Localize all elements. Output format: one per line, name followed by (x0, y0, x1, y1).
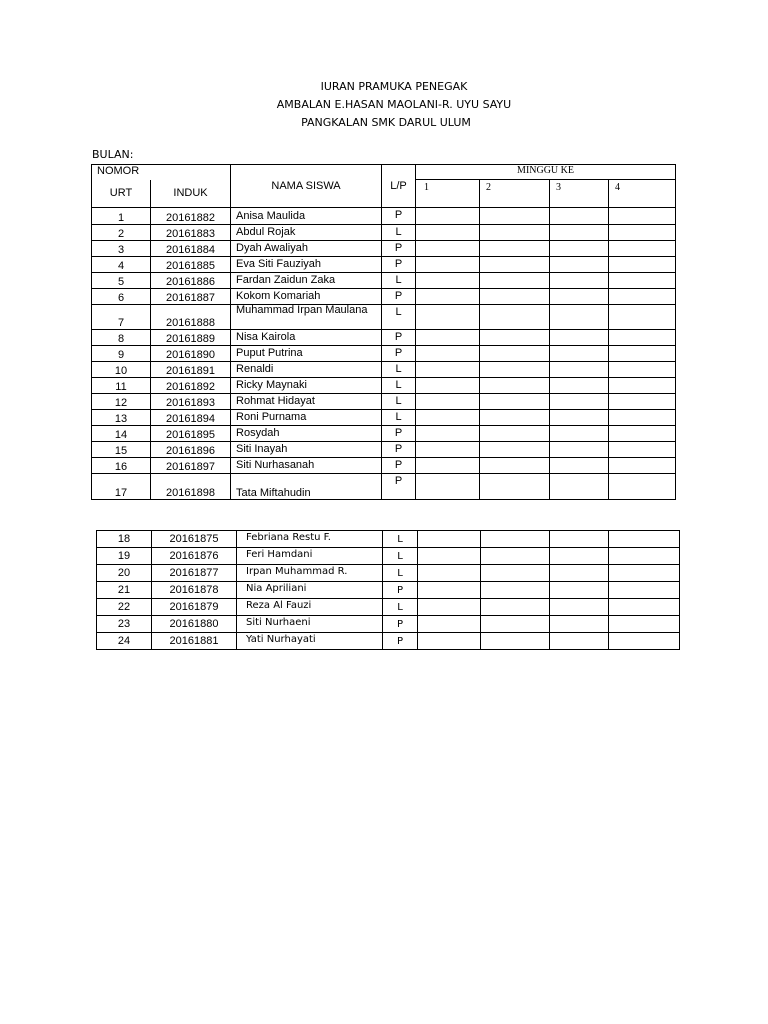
table-row (92, 378, 676, 394)
urt-cell: 3 (92, 241, 151, 257)
lp-cell: P (382, 346, 416, 362)
week-4-cell (609, 582, 680, 599)
induk-cell: 20161882 (151, 208, 231, 225)
urt-cell: 9 (92, 346, 151, 362)
week-1-cell (416, 225, 480, 241)
week-4-cell (609, 599, 680, 616)
lp-cell: L (382, 394, 416, 410)
lp-cell: P (382, 289, 416, 305)
lp-cell: P (382, 208, 416, 225)
nama-cell: Feri Hamdani (237, 548, 383, 565)
induk-cell: 20161894 (151, 410, 231, 426)
week-4-cell (609, 474, 676, 500)
table-row (92, 346, 676, 362)
induk-cell: 20161887 (151, 289, 231, 305)
induk-cell: 20161895 (151, 426, 231, 442)
title-line-1: IURAN PRAMUKA PENEGAK (320, 80, 468, 93)
week-4-cell (609, 394, 676, 410)
induk-cell: 20161878 (152, 582, 237, 599)
urt-cell: 13 (92, 410, 151, 426)
nama-cell: Irpan Muhammad R. (237, 565, 383, 582)
lp-cell: P (382, 257, 416, 273)
induk-cell: 20161877 (152, 565, 237, 582)
lp-cell: P (382, 442, 416, 458)
week-3-cell (550, 305, 609, 330)
week-3-cell (550, 633, 609, 650)
week-2-cell (480, 257, 550, 273)
week-2-cell (481, 548, 550, 565)
week-3-cell (550, 599, 609, 616)
induk-cell: 20161888 (151, 305, 231, 330)
week-4-cell (609, 531, 680, 548)
urt-cell: 15 (92, 442, 151, 458)
week-1-cell (416, 257, 480, 273)
lp-cell: L (382, 305, 416, 330)
lp-cell: P (382, 330, 416, 346)
table-row (97, 531, 680, 548)
week-3-cell (550, 330, 609, 346)
table-row (92, 241, 676, 257)
table-row (92, 362, 676, 378)
table-row (97, 599, 680, 616)
week-2-cell (481, 616, 550, 633)
nama-cell: Siti Inayah (231, 442, 382, 458)
nama-cell: Rosydah (231, 426, 382, 442)
nama-cell: Febriana Restu F. (237, 531, 383, 548)
lp-cell: P (382, 474, 416, 500)
week-2-cell (480, 442, 550, 458)
week-2-cell (481, 599, 550, 616)
week-3-cell (550, 378, 609, 394)
week-2-header: 2 (480, 180, 550, 208)
week-4-cell (609, 273, 676, 289)
week-3-cell (550, 289, 609, 305)
week-1-cell (418, 582, 481, 599)
table-row (97, 582, 680, 599)
urt-header: URT (92, 180, 151, 208)
table-row (92, 394, 676, 410)
induk-cell: 20161876 (152, 548, 237, 565)
week-1-cell (416, 394, 480, 410)
lp-cell: L (383, 599, 418, 616)
week-4-header: 4 (609, 180, 676, 208)
nama-cell: Puput Putrina (231, 346, 382, 362)
table-row (97, 633, 680, 650)
nama-cell: Reza Al Fauzi (237, 599, 383, 616)
induk-cell: 20161879 (152, 599, 237, 616)
nama-cell: Yati Nurhayati (237, 633, 383, 650)
minggu-ke-header: MINGGU KE (416, 165, 676, 180)
week-1-cell (416, 458, 480, 474)
induk-cell: 20161893 (151, 394, 231, 410)
week-2-cell (481, 582, 550, 599)
induk-cell: 20161898 (151, 474, 231, 500)
induk-cell: 20161891 (151, 362, 231, 378)
urt-cell: 5 (92, 273, 151, 289)
induk-cell: 20161897 (151, 458, 231, 474)
week-1-cell (418, 616, 481, 633)
urt-cell: 22 (97, 599, 152, 616)
week-3-cell (550, 474, 609, 500)
table-row (92, 458, 676, 474)
table-row (92, 289, 676, 305)
week-2-cell (480, 273, 550, 289)
attendance-table-part-2 (96, 530, 680, 650)
week-2-cell (481, 531, 550, 548)
title-line-3: PANGKALAN SMK DARUL ULUM (301, 116, 471, 129)
nama-cell: Siti Nurhasanah (231, 458, 382, 474)
week-1-cell (416, 208, 480, 225)
week-1-cell (416, 241, 480, 257)
week-1-cell (416, 378, 480, 394)
week-1-cell (418, 548, 481, 565)
attendance-table-part-1 (91, 164, 676, 500)
urt-cell: 20 (97, 565, 152, 582)
table-row (92, 410, 676, 426)
week-1-header: 1 (416, 180, 480, 208)
nama-cell: Kokom Komariah (231, 289, 382, 305)
week-3-cell (550, 426, 609, 442)
week-3-cell (550, 582, 609, 599)
week-4-cell (609, 330, 676, 346)
week-2-cell (480, 362, 550, 378)
week-4-cell (609, 426, 676, 442)
week-4-cell (609, 257, 676, 273)
week-4-cell (609, 378, 676, 394)
induk-cell: 20161889 (151, 330, 231, 346)
lp-cell: L (382, 378, 416, 394)
table-row (97, 548, 680, 565)
table-row (92, 257, 676, 273)
lp-cell: L (382, 362, 416, 378)
urt-cell: 11 (92, 378, 151, 394)
week-3-cell (550, 346, 609, 362)
urt-cell: 10 (92, 362, 151, 378)
week-1-cell (416, 273, 480, 289)
week-1-cell (418, 599, 481, 616)
week-3-cell (550, 616, 609, 633)
urt-cell: 23 (97, 616, 152, 633)
week-2-cell (480, 330, 550, 346)
urt-cell: 17 (92, 474, 151, 500)
week-2-cell (480, 289, 550, 305)
week-1-cell (416, 330, 480, 346)
week-2-cell (480, 241, 550, 257)
urt-cell: 21 (97, 582, 152, 599)
week-1-cell (416, 410, 480, 426)
week-2-cell (480, 305, 550, 330)
nama-siswa-header: NAMA SISWA (231, 165, 382, 208)
lp-cell: L (382, 273, 416, 289)
week-1-cell (418, 633, 481, 650)
week-4-cell (609, 633, 680, 650)
week-4-cell (609, 442, 676, 458)
lp-cell: P (383, 616, 418, 633)
induk-cell: 20161886 (151, 273, 231, 289)
week-1-cell (416, 346, 480, 362)
induk-cell: 20161890 (151, 346, 231, 362)
nama-cell: Muhammad Irpan Maulana (231, 305, 382, 330)
week-2-cell (480, 426, 550, 442)
week-2-cell (481, 565, 550, 582)
urt-cell: 7 (92, 305, 151, 330)
title-line-2: AMBALAN E.HASAN MAOLANI-R. UYU SAYU (276, 98, 512, 111)
urt-cell: 4 (92, 257, 151, 273)
week-3-cell (550, 225, 609, 241)
nama-cell: Siti Nurhaeni (237, 616, 383, 633)
urt-cell: 8 (92, 330, 151, 346)
nama-cell: Rohmat Hidayat (231, 394, 382, 410)
week-4-cell (609, 565, 680, 582)
week-3-cell (550, 394, 609, 410)
nama-cell: Roni Purnama (231, 410, 382, 426)
week-1-cell (416, 474, 480, 500)
bulan-label: BULAN: (92, 148, 134, 161)
week-3-cell (550, 208, 609, 225)
induk-cell: 20161875 (152, 531, 237, 548)
week-1-cell (416, 289, 480, 305)
nama-cell: Nisa Kairola (231, 330, 382, 346)
week-2-cell (480, 208, 550, 225)
lp-header: L/P (382, 165, 416, 208)
induk-cell: 20161880 (152, 616, 237, 633)
week-3-cell (550, 442, 609, 458)
nama-cell: Tata Miftahudin (231, 474, 382, 500)
table-row (92, 474, 676, 500)
lp-cell: P (382, 426, 416, 442)
week-2-cell (480, 410, 550, 426)
week-3-cell (550, 548, 609, 565)
week-4-cell (609, 346, 676, 362)
table-row (92, 330, 676, 346)
lp-cell: P (383, 633, 418, 650)
urt-cell: 12 (92, 394, 151, 410)
week-1-cell (416, 426, 480, 442)
week-3-cell (550, 257, 609, 273)
table-row (92, 225, 676, 241)
week-4-cell (609, 548, 680, 565)
table-row (92, 305, 676, 330)
week-1-cell (416, 362, 480, 378)
nama-cell: Abdul Rojak (231, 225, 382, 241)
nomor-header: NOMOR (92, 165, 231, 180)
table-row (92, 426, 676, 442)
urt-cell: 14 (92, 426, 151, 442)
week-1-cell (416, 442, 480, 458)
nama-cell: Dyah Awaliyah (231, 241, 382, 257)
week-3-cell (550, 273, 609, 289)
week-4-cell (609, 241, 676, 257)
lp-cell: L (383, 548, 418, 565)
week-3-cell (550, 241, 609, 257)
induk-cell: 20161885 (151, 257, 231, 273)
induk-cell: 20161892 (151, 378, 231, 394)
week-3-cell (550, 531, 609, 548)
urt-cell: 6 (92, 289, 151, 305)
week-2-cell (481, 633, 550, 650)
urt-cell: 18 (97, 531, 152, 548)
week-2-cell (480, 394, 550, 410)
week-2-cell (480, 458, 550, 474)
table-row (92, 273, 676, 289)
week-2-cell (480, 474, 550, 500)
lp-cell: P (382, 241, 416, 257)
lp-cell: L (382, 410, 416, 426)
induk-cell: 20161896 (151, 442, 231, 458)
lp-cell: L (383, 565, 418, 582)
induk-cell: 20161884 (151, 241, 231, 257)
nama-cell: Fardan Zaidun Zaka (231, 273, 382, 289)
induk-header: INDUK (151, 180, 231, 208)
week-1-cell (418, 531, 481, 548)
week-1-cell (418, 565, 481, 582)
urt-cell: 19 (97, 548, 152, 565)
week-1-cell (416, 305, 480, 330)
nama-cell: Nia Apriliani (237, 582, 383, 599)
lp-cell: P (383, 582, 418, 599)
week-4-cell (609, 410, 676, 426)
urt-cell: 2 (92, 225, 151, 241)
week-3-cell (550, 362, 609, 378)
week-2-cell (480, 346, 550, 362)
week-2-cell (480, 378, 550, 394)
nama-cell: Eva Siti Fauziyah (231, 257, 382, 273)
lp-cell: P (382, 458, 416, 474)
week-4-cell (609, 616, 680, 633)
urt-cell: 24 (97, 633, 152, 650)
week-3-cell (550, 565, 609, 582)
induk-cell: 20161883 (151, 225, 231, 241)
week-3-cell (550, 410, 609, 426)
lp-cell: L (382, 225, 416, 241)
week-4-cell (609, 362, 676, 378)
lp-cell: L (383, 531, 418, 548)
nama-cell: Ricky Maynaki (231, 378, 382, 394)
urt-cell: 16 (92, 458, 151, 474)
nama-cell: Anisa Maulida (231, 208, 382, 225)
table-row (92, 442, 676, 458)
week-4-cell (609, 458, 676, 474)
table-row (97, 565, 680, 582)
week-2-cell (480, 225, 550, 241)
week-3-header: 3 (550, 180, 609, 208)
urt-cell: 1 (92, 208, 151, 225)
week-4-cell (609, 305, 676, 330)
week-4-cell (609, 208, 676, 225)
week-3-cell (550, 458, 609, 474)
week-4-cell (609, 225, 676, 241)
nama-cell: Renaldi (231, 362, 382, 378)
table-row (97, 616, 680, 633)
induk-cell: 20161881 (152, 633, 237, 650)
week-4-cell (609, 289, 676, 305)
table-row (92, 208, 676, 225)
